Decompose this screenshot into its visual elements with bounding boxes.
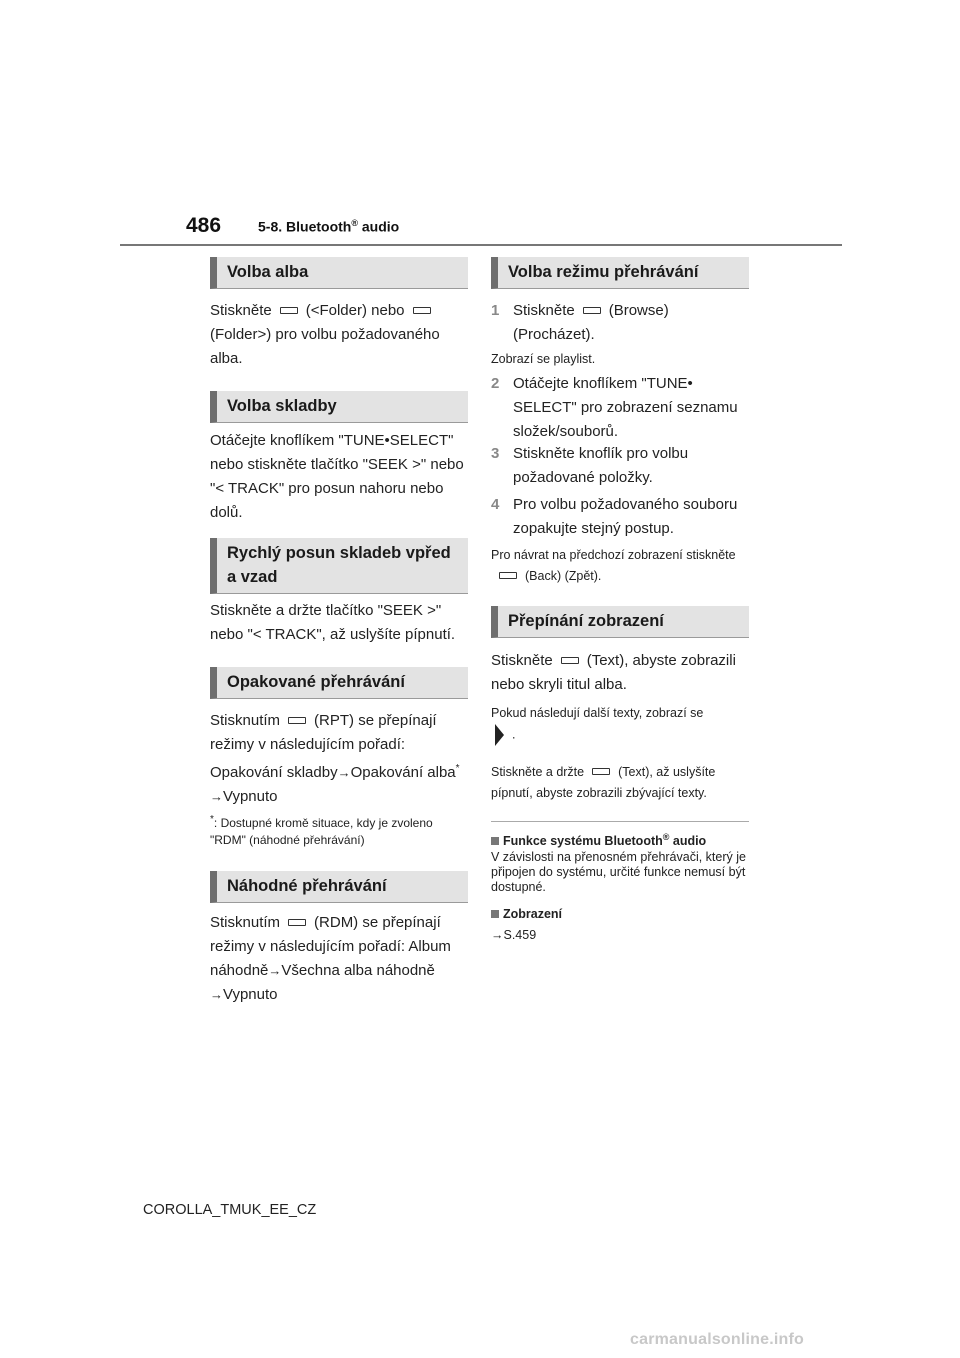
button-icon — [583, 307, 601, 314]
heading-fast: Rychlý posun skladeb vpřed a vzad — [210, 538, 468, 594]
functions-title: Funkce systému Bluetooth® audio — [491, 829, 749, 850]
square-bullet-icon — [491, 910, 499, 918]
watermark: carmanualsonline.info — [630, 1331, 805, 1348]
random-text: Stisknutím (RDM) se přepínají režimy v následujícím pořadí: Album náhodně→Všechna alba náhodně →Vypnuto — [210, 914, 451, 1003]
button-icon — [288, 717, 306, 724]
step-1: 1 Stiskněte (Browse) (Procházet). — [491, 302, 669, 343]
heading-album: Volba alba — [210, 257, 468, 289]
step-3: 3 Stiskněte knoflík pro volbu požadované položky. — [491, 445, 689, 486]
heading-track: Volba skladby — [210, 391, 468, 423]
heading-mode: Volba režimu přehrávání — [491, 257, 749, 289]
more-texts-note: Pokud následují další texty, zobrazí se . — [491, 703, 749, 746]
section-title: 5-8. Bluetooth® audio — [258, 218, 400, 235]
album-text: Stiskněte (<Folder) nebo (Folder>) pro volbu požadovaného alba. — [210, 302, 440, 367]
repeat-text: Stisknutím (RPT) se přepínají režimy v následujícím pořadí: Opakování skladby→Opakování alba* →Vypnuto — [210, 712, 460, 805]
note-divider — [491, 821, 749, 822]
step-2: 2 Otáčejte knoflíkem "TUNE• SELECT" pro zobrazení seznamu složek/souborů. — [491, 375, 738, 440]
functions-text: V závislosti na přenosném přehrávači, který je připojen do systému, určité funkce nemusí být dostupné. — [491, 850, 746, 894]
fast-text: Stiskněte a držte tlačítko "SEEK >" nebo "< TRACK", až uslyšíte pípnutí. — [210, 602, 456, 643]
square-bullet-icon — [491, 837, 499, 845]
page-number: 486 — [186, 214, 222, 237]
repeat-footnote: *: Dostupné kromě situace, kdy je zvoleno "RDM" (náhodné přehrávání) — [210, 814, 433, 847]
playlist-note: Zobrazí se playlist. — [491, 352, 596, 366]
header-rule — [120, 244, 842, 246]
heading-display: Přepínání zobrazení — [491, 606, 749, 638]
back-note: Pro návrat na předchozí zobrazení stiskněte(Back) (Zpět). — [491, 548, 736, 583]
display-ref-link[interactable]: →S.459 — [491, 928, 537, 942]
step-4: 4 Pro volbu požadovaného souboru zopakujte stejný postup. — [491, 496, 738, 537]
arrow-right-icon — [495, 724, 504, 746]
display-ref-title: Zobrazení — [491, 906, 749, 923]
button-icon — [561, 657, 579, 664]
heading-random: Náhodné přehrávání — [210, 871, 468, 903]
track-text: Otáčejte knoflíkem "TUNE•SELECT" nebo stiskněte tlačítko "SEEK >" nebo "< TRACK" pro posun nahoru nebo dolů. — [210, 432, 464, 521]
footer-code: COROLLA_TMUK_EE_CZ — [143, 1202, 317, 1218]
button-icon — [280, 307, 298, 314]
button-icon — [288, 919, 306, 926]
heading-repeat: Opakované přehrávání — [210, 667, 468, 699]
button-icon — [592, 768, 610, 775]
display-text: Stiskněte (Text), abyste zobrazili nebo skryli titul alba. — [491, 652, 736, 693]
button-icon — [413, 307, 431, 314]
button-icon — [499, 572, 517, 579]
hold-text-note: Stiskněte a držte (Text), až uslyšíte pípnutí, abyste zobrazili zbývající texty. — [491, 765, 716, 800]
